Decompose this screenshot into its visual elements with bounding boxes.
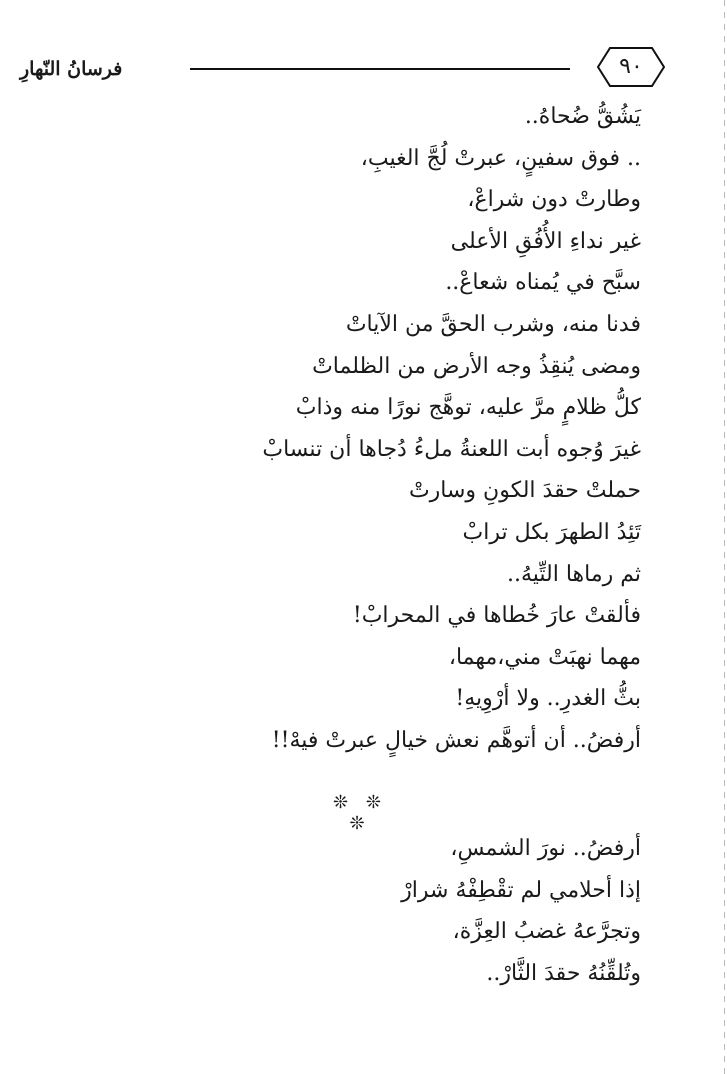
- page-header: [0, 40, 727, 100]
- poem-line: بثُّ الغدرِ.. ولا أرْوِيهِ!: [455, 686, 641, 712]
- poem-line: وطارتْ دون شراعْ،: [467, 187, 641, 213]
- poem-line: مهما نهبَتْ مني،مهما،: [448, 644, 641, 670]
- poem-line: غيرَ وُجوه أبت اللعنةُ ملءُ دُجاها أن تنسابْ: [262, 436, 641, 462]
- poem-line: وتجرَّعهُ غضبُ العِزَّة،: [452, 919, 641, 945]
- poem-line: فدنا منه، وشرب الحقَّ من الآياتْ: [345, 311, 641, 337]
- poem-line: فألقتْ عارَ خُطاها في المحرابْ!: [352, 603, 641, 629]
- page-number: ٩٠: [619, 54, 643, 79]
- header-rule: [190, 68, 570, 70]
- poem-line: أرفضُ.. أن أتوهَّم نعش خيالٍ عبرتْ فيهْ!!: [271, 727, 641, 753]
- poem-line: أرفضُ.. نورَ الشمسِ،: [450, 836, 641, 861]
- poem-line: وتُلقِّنُهُ حقدَ الثَّارْ..: [486, 960, 641, 986]
- poem-stanza-1: [81, 96, 641, 762]
- poem-line: غير نداءِ الأُفُقِ الأعلى: [450, 228, 641, 254]
- page-number-badge: [596, 46, 666, 88]
- poem-stanza-2: [81, 828, 641, 994]
- section-separator: ❊ ❊ ❊: [333, 792, 387, 834]
- poem-line: كلُّ ظلامٍ مرَّ عليه، توهَّج نورًا منه وذابْ: [295, 395, 641, 421]
- poem-line: ثم رماها التِّيهُ..: [506, 561, 641, 587]
- poem-line: حملتْ حقدَ الكونِ وسارتْ: [408, 478, 641, 504]
- poem-line: يَشُقُّ ضُحاهُ..: [524, 104, 641, 129]
- poem-line: إذا أحلامي لم تقْطِفْهُ شرارْ: [401, 877, 641, 903]
- poem-line: ومضى يُنقِذُ وجه الأرض من الظلماتْ: [312, 353, 641, 379]
- page-edge-line: [724, 0, 725, 1074]
- poem-line: تَئِدُ الطهرَ بكل ترابْ: [462, 519, 641, 545]
- poem-line: سبَّح في يُمناه شعاعْ..: [445, 270, 641, 296]
- poem-line: .. فوق سفينٍ، عبرتْ لُجَّ الغيبِ،: [360, 145, 641, 171]
- book-title: فرسانُ النّهارِ: [20, 58, 123, 80]
